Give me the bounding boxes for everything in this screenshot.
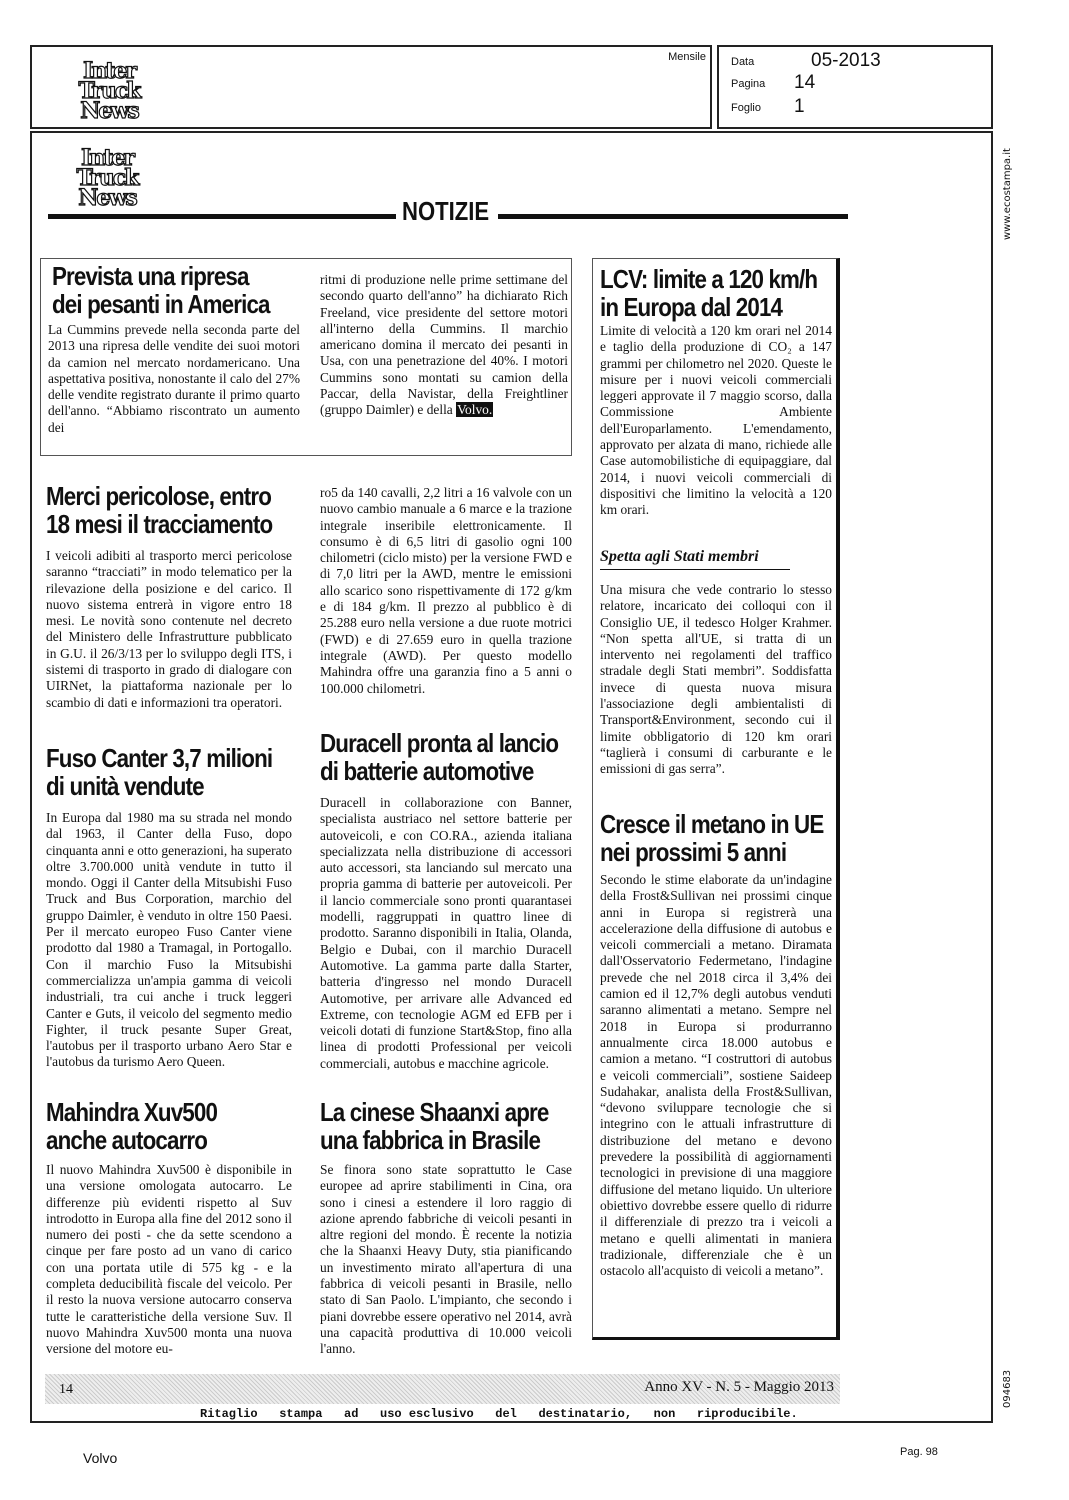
article-body: Limite di velocità a 120 km orari nel 2014 e taglio della produzione di CO₂ a 147 grammi per chilometro nel 2020. Queste le misure per i nuovi veicoli commerciali leggeri approvate il 7 maggio scorso, dalla Commissione Ambiente dell'Europarlamento. L'emendamento, approvato per alzata di mano, richiede alle Case automobilistiche di equipaggiare, dal 2014, i nuovi veicoli commerciali di dispositivi che limitino la velocità a 120 km orari. [600,323,832,518]
sheet-value: 1 [794,96,805,117]
footer-page: Pag. 98 [900,1446,938,1458]
frequency-label: Mensile [668,51,706,63]
article-body: La Cummins prevede nella seconda parte del 2013 una ripresa delle vendite dei suoi motori da camion nel mercato nordamericano. Una aspettativa positiva, nonostante il calo del 27% delle vendite registrato durante il primo quarto dell'anno. “Abbiamo riscontrato un aumento dei [48,322,300,435]
folio-page: 14 [59,1382,73,1397]
clipping-code: 094683 [1002,1369,1013,1408]
article-body: Il nuovo Mahindra Xuv500 è disponibile in una versione omologata autocarro. Le differenze più evidenti rispetto al Suv introdotto in Europa alla fine del 2012 sono il numero dei posti - che da sette scendono a cinque per fare posto ad un vano di carico con una portata utile di 575 kg - e la completa deducibilità fiscale del veicolo. Per il resto la nuova versione autocarro conserva tutte le caratteristiche della versione Suv. Il nuovo Mahindra Xuv500 monta una nuova versione del motore eu- [46,1162,292,1357]
article-title: La cinese Shaanxi apre una fabbrica in Brasile [320,1097,549,1155]
section-title: NOTIZIE [402,196,490,226]
divider [498,214,848,219]
article-body: In Europa dal 1980 ma su strada nel mondo dal 1963, il Canter della Fuso, dopo cinquanta anni e otto generazioni, ha superato oltre 3.700.000 unità vendute in tutto il mondo. Oggi il Canter della Mitsubishi Fuso Truck and Bus Corporation, marchio del gruppo Daimler, è venduto in oltre 150 Paesi. Per il mercato europeo Fuso Canter viene prodotto dal 1980 a Tramagal, in Portogallo. Con il marchio Fuso la Mitsubishi commercializza un'ampia gamma di veicoli industriali, tra cui anche i truck leggeri Canter e Guts, il veicolo del segmento medio Fighter, il truck pesante Super Great, l'autobus per il trasporto urbano Aero Star e l'autobus da turismo Aero Queen. [46,810,292,1070]
header-box [30,45,712,129]
publication-logo [54,58,164,124]
article-body: Una misura che vede contrario lo stesso relatore, incaricato dei colloqui con il Consiglio UE, il tedesco Holger Krahmer. “Non spetta all'UE, si tratta di un intervento nei regolamenti del traffico stradale degli Stati membri”. Soddisfatta invece di questa nuova misura l'associazione degli ambientalisti di Transport&Environment, secondo cui il limite obbligatorio di 120 km orari “taglierà i consumi di carburante e le emissioni di gas serra”. [600,582,832,777]
section-logo [52,145,162,211]
article-title: Mahindra Xuv500 anche autocarro [46,1097,218,1155]
article-title: Cresce il metano in UE nei prossimi 5 anni [600,809,824,867]
article-body: ritmi di produzione nelle prime settimane del secondo quarto dell'anno” ha dichiarato Rich Freeland, vice presidente del settore motori all'interno della Cummins. Il marchio americano domina il mercato dei pesanti in Usa, con una penetrazione del 40%. I motori Cummins sono montati su camion della Paccar, della Navistar, della Freightliner (gruppo Daimler) e della Volvo. [320,272,568,418]
meta-box [717,45,993,129]
logo-text: Inter Truck News [78,58,140,124]
sheet-label: Foglio [731,102,761,114]
article-body: Duracell in collaborazione con Banner, specialista austriaco nel settore batterie per autoveicoli, e con CO.RA., azienda italiana specializzata nella distribuzione di accessori auto accessori, sta lanciando sul mercato una propria gamma di batterie per autoveicoli. Per il lancio commerciale sono pronti quarantasei modelli, raggruppati in quattro linee di prodotto. Saranno disponibili in Italia, Olanda, Belgio e Dubai, con il marchio Duracell Automotive. La gamma parte dalla Starter, batteria d'ingresso nel mondo Duracell Automotive, per arrivare alle Advanced ed Extreme, con tecnologie AGM ed EFB per i veicoli dotati di funzione Start&Stop, fino alla linea di prodotti Professional per veicoli commerciali, autobus e macchine agricole. [320,795,572,1071]
article-title: LCV: limite a 120 km/h in Europa dal 2014 [600,264,818,322]
website-label: www.ecostampa.it [1002,148,1013,240]
date-label: Data [731,56,755,68]
folio-strip [45,1374,840,1404]
article-title: Prevista una ripresa dei pesanti in America [52,261,270,319]
page-value: 14 [794,72,816,93]
date-value: 05-2013 [811,50,881,71]
page-label: Pagina [731,78,766,90]
article-body: ro5 da 140 cavalli, 2,2 litri a 16 valvole con un nuovo cambio manuale a 6 marce e la trazione integrale inseribile elettronicamente. Il consumo è di 6,5 litri di gasolio ogni 100 chilometri (ciclo misto) per la versione FWD e di 7,0 litri per la AWD, mentre le emissioni allo scarico sono rispettivamente di 172 g/km e di 184 g/km. Il prezzo al pubblico è di 25.288 euro nella versione a due ruote motrici (FWD) e di 27.659 euro in quella trazione integrale (AWD). Per questo modello Mahindra offre una garanzia fino a 5 anni o 100.000 chilometri. [320,485,572,696]
article-body: Se finora sono state soprattutto le Case europee ad aprire stabilimenti in Cina, ora sono i cinesi a estendere il loro raggio di azione aprendo fabbriche di veicoli pesanti in altre regioni del mondo. È recente la notizia che la Shaanxi Heavy Duty, stia pianificando un investimento mirato all'apertura di una fabbrica di veicoli pesanti in Brasile, nello stato di San Paolo. L'impianto, che secondo i piani dovrebbe essere operativo nel 2014, avrà una capacità produttiva di 10.000 veicoli l'anno. [320,1162,572,1357]
article-subheading: Spetta agli Stati membri [600,548,790,570]
highlighted-keyword: Volvo. [457,402,493,418]
article-body: Secondo le stime elaborate da un'indagine della Frost&Sullivan nei prossimi cinque anni in Europa si registrerà una accelerazione della diffusione di autobus e veicoli commerciali a metano. Diramata dall'Osservatorio Federmetano, l'indagine prevede che nel 2018 circa il 3,4% dei camion ed il 12,7% degli autobus venduti saranno alimentati a metano. Sempre nel 2018 in Europa si produrranno annualmente circa 18.000 autobus e camion a metano. “I costruttori di autobus e veicoli commerciali”, sostiene Saideep Sudahakar, analista della Frost&Sullivan, “devono sviluppare tecnologie che si integrino con le attuali infrastrutture di distribuzione del metano e devono prevedere la possibilità di aggiornamenti tecnologici in previsione di una maggiore diffusione del metano liquido. Un ulteriore obiettivo dovrebbe essere quello di ridurre il differenziale di prezzo tra i veicoli a metano e quelli alimentati in maniera tradizionale, differenziale che è un ostacolo all'acquisto di veicoli a metano”. [600,872,832,1279]
divider [48,214,396,219]
article-body: I veicoli adibiti al trasporto merci pericolose saranno “tracciati” in modo telematico per la rilevazione della posizione e del carico. Il nuovo sistema entrerà in vigore entro 18 mesi. Le novità sono contenute nel decreto del Ministero delle Infrastrutture pubblicato in G.U. il 26/3/13 per lo sviluppo degli ITS, i sistemi di trasporto in grado di dialogare con UIRNet, la piattaforma nazionale per lo scambio di dati e informazioni tra operatori. [46,548,292,710]
logo-text: Inter Truck News [76,145,138,211]
disclaimer: Ritaglio stampa ad uso esclusivo del destinatario, non riproducibile. [200,1407,798,1421]
article-title: Fuso Canter 3,7 milioni di unità vendute [46,743,273,801]
footer-keyword: Volvo [83,1450,118,1466]
article-title: Duracell pronta al lancio di batterie automotive [320,728,559,786]
article-title: Merci pericolose, entro 18 mesi il tracciamento [46,481,273,539]
folio-issue: Anno XV - N. 5 - Maggio 2013 [644,1379,834,1395]
